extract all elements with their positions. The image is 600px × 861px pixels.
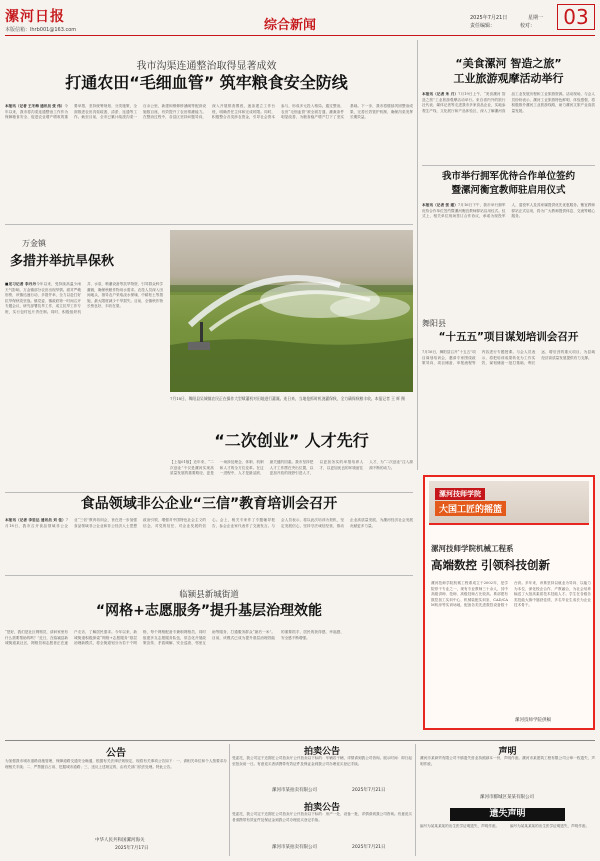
notice-announcement-date: 2025年7月17日 — [115, 846, 149, 851]
feature-footer: 漯河技师学院供稿 — [515, 718, 551, 723]
masthead-rule — [5, 35, 595, 36]
innovation-headline: “二次创业” 人才先行 — [214, 431, 369, 450]
auction-notice-2-sign: 漯河市某拍卖有限公司 — [272, 845, 317, 850]
section-name: 综合新闻 — [264, 18, 317, 33]
food-headline: 食品领域非公企业“三信”教育培训会召开 — [80, 496, 338, 512]
theory-kicker: 舞阳县 — [422, 319, 446, 328]
editor-label: 责任编辑： — [470, 23, 496, 29]
lead-rule — [5, 224, 413, 225]
notice-announcement — [5, 744, 227, 854]
feature-banner-title: 漯河技师学院 — [435, 488, 485, 500]
col-divider — [417, 40, 418, 470]
ads-rule — [5, 740, 595, 741]
theory-body — [422, 350, 595, 450]
right-mid-body — [422, 203, 595, 313]
feature-text: 漯河技师学院机械工程系成立于2002年，是学院骨干专业之一，现有专业教师三十余人，其中高级讲师、技师、高级技师占比较高。系部建有数控加工实训中心、机械装配实训室、CAD/CAM机房等实训场地，配备各类先进数控设备数十台套。多年来，该系坚持以就业为导向、以能力为本位，深化校企合作、产教融合，为社会培养输送了大批高素质技术技能人才。学生在各级各类技能大赛中屡获佳绩，多名毕业生成长为企业技术骨干。 — [431, 581, 591, 608]
statement-sign: 漯河市郾城区某某有限公司 — [480, 795, 534, 800]
masthead — [0, 0, 600, 38]
lead-byline: 本报讯（记者 王冬梅 通讯员 张 伟） — [5, 104, 65, 108]
issue-date: 2025年7月21日 — [470, 15, 508, 21]
right-mid-headline-1: 我市举行拥军优待合作单位签约 — [441, 171, 575, 182]
right-top-headline-2: 工业旅游观摩活动举行 — [453, 72, 564, 85]
grain-text: 今年以来，受持续高温少雨天气影响，万金镇部分农田出现旱情。面对严峻形势，该镇迅速行动，多措并举，全力以赴打好抗旱保秋攻坚战。镇党委、镇政府第一时间召开专题会议，研究部署抗旱工作，成立抗旱工作专班，实行包村包片责任制。同时，积极组织机井、水泵、喷灌设备等抗旱物资，引导群众科学灌溉，确保秋粮作物用水需求。农技人员深入田间地头，指导农户采取浇水保墒、中耕松土等措施，最大限度减少干旱损失。目前，全镇秋作物长势良好，丰收在望。 — [5, 282, 163, 314]
lead-kicker: 我市沟渠连通整治取得显著成效 — [136, 61, 277, 72]
innovation-body — [170, 460, 413, 488]
auction-notice-1-title: 拍卖公告 — [303, 747, 340, 757]
page-number: 03 — [557, 4, 595, 30]
auction-notice-2-body: 受委托，我公司定于近期在公司拍卖厅公开拍卖以下标的：房产一处、设备一批，详情请到我公司咨询。有意竞买者请携带有效证件及保证金到我公司办理竞买登记手续。 — [232, 812, 412, 822]
irrigation-photo — [170, 230, 413, 392]
feature-banner-slogan: 大国工匠的摇篮 — [435, 501, 506, 516]
checker-label: 校对： — [520, 23, 536, 29]
right-mid-byline: 本报讯（记者 张 建） — [422, 203, 458, 207]
auction-notice-2 — [232, 800, 412, 856]
urban-kicker: 临颍县新城街道 — [179, 590, 239, 600]
auction-notice-2-date: 2025年7月21日 — [352, 845, 386, 850]
feature-body — [431, 581, 591, 713]
right-top-rule — [422, 165, 595, 166]
auction-notice-1-body: 受委托，我公司定于近期在公司拍卖厅公开拍卖以下标的：车辆若干辆，详情请到我公司咨询。展示时间：即日起至拍卖前一日。有意竞买者请携带有效证件及保证金到我公司办理竞买登记手续。 — [232, 756, 412, 766]
paper-logo: 漯河日报 — [5, 9, 65, 25]
right-mid-headline-2: 暨漯河衡宜教师驻启用仪式 — [451, 185, 566, 196]
grain-body — [5, 282, 163, 454]
urban-headline: “网格+志愿服务”提升基层治理效能 — [95, 603, 323, 619]
food-rule — [5, 575, 413, 576]
auction-notice-2-title: 拍卖公告 — [303, 803, 340, 813]
notice-announcement-sign: 中华人民共和国漯河海关 — [95, 838, 145, 843]
feature-caption: 漯河技师学院机械工程系 — [431, 544, 514, 553]
notice-announcement-body: 为加强我市城市道路设施管理，保障道路交通安全畅通，根据有关法律法规规定，现将有关事项公告如下：一、请相关单位和个人按要求办理相关手续；二、严禁擅自占用、挖掘城市道路；三、违反上述规定的，由有关部门依法处理。特此公告。 — [5, 759, 227, 769]
auction-notice-1 — [232, 744, 412, 798]
right-top-headline-1: “美食漯河 智造之旅” — [455, 57, 562, 70]
photo-caption: 7月18日，舞阳县吴城镇农民正在操作大型喷灌机对田地进行灌溉。连日来，当地抢抓时机浇灌保秋，全力确保秋粮丰收。本报记者 王 辉 摄 — [170, 396, 405, 401]
feature-box — [423, 475, 595, 730]
theory-headline: “十五五”项目谋划培训会召开 — [438, 331, 579, 343]
lost-notice-title: 遗失声明 — [450, 808, 565, 821]
statement-notice — [420, 744, 595, 806]
notice-announcement-title: 公告 — [106, 748, 126, 759]
food-byline: 本报讯（记者 李思达 通讯员 刘 佳） — [5, 518, 66, 522]
innovation-text: 【上接01版】近年来，“二次创业”不仅是漯河实现高质量发展的重要路径，更是一场涉及理念、体制、机制和人才的全方位变革。在这一进程中，人才是最活跃、最关键的因素。我市坚持把人才工作摆在突出位置，以更加开放的视野引进人才，以更加务实的举措培养人才，以更加优良的环境留住人才，为“二次创业”注入源源不断的动力。 — [170, 460, 413, 476]
issue-weekday: 星期一 — [528, 15, 544, 21]
notice-divider-2 — [415, 744, 416, 856]
feature-banner — [429, 481, 589, 525]
statement-title: 声明 — [498, 747, 517, 757]
grain-byline: ■见习记者 李丹丹 — [5, 282, 37, 286]
grain-headline: 多措并举抗旱保秋 — [10, 254, 115, 269]
food-body — [5, 518, 413, 570]
lead-text: 今年以来，我市将沟渠连通整治工作作为保障粮食安全、促进农业增产增收的重要举措，坚持统筹规划、分类施策，全面推进农田沟渠疏浚、清淤、连通等工作。截至目前，全市已累计疏浚沟渠一百余公里，新建和维修桥涵闸等配套设施数百座，有效提升了农田排灌能力。在整治过程中，各县区坚持问题导向，深入开展排查摸底，逐条建立工作台账，明确责任主体和完成时限。同时，积极整合各类涉农资金，引导社会资本参与，形成多元投入格局。通过整治，农田“毛细血管”被全面打通，灌溉条件明显改善，为粮食稳产增产打下了坚实基础。下一步，我市将继续巩固整治成果，完善长效管护机制，确保沟渠发挥长期效益。 — [5, 104, 413, 120]
lost-notice-body-2: 编号为某某某某的出生医学证明遗失，声明作废。 — [510, 824, 590, 828]
auction-notice-1-sign: 漯河市某拍卖有限公司 — [272, 788, 317, 793]
feature-headline: 高端数控 引领科技创新 — [431, 558, 551, 572]
right-top-text: 7月19日上午，“美食漯河 智造之旅”工业旅游观摩活动举行。来自省内外的旅行社代表、媒体记者等走进我市多家食品企业，实地参观生产线、文化展厅和产品体验区，深入了解漯河食品工业发展历程和工业旅游资源。活动现场，与会人员纷纷表示，漯河工业旅游特色鲜明、体验感强，将积极推介漯河工业旅游线路，助力漯河文旅产业高质量发展。 — [422, 92, 595, 113]
lost-notice-body-1: 编号为某某某某的出生医学证明遗失，声明作废。 — [420, 824, 500, 828]
auction-notice-1-date: 2025年7月21日 — [352, 788, 386, 793]
sprinkler-illustration — [170, 230, 413, 392]
right-top-byline: 本报讯（记者 朱 月） — [422, 92, 459, 96]
paper-email: 本版信箱：lhrb001@163.com — [5, 27, 77, 33]
theory-text: 7月16日，舞阳县召开“十五五”项目谋划培训会，邀请专家围绕政策导向、项目储备、申报流程等内容进行专题授课。与会人员表示，将把培训成果转化为工作实效，谋划储备一批打基础、利长远、增后劲的重大项目，为县域经济高质量发展提供有力支撑。 — [422, 350, 595, 366]
right-mid-text: 7月16日下午，我市举行拥军优待合作单位签约暨漯河衡宜教师驿站启用仪式。仪式上，相关单位现场签订合作协议，承诺为现役军人、退役军人及其家属提供优先优惠服务。衡宜教师驿站正式启用，将为广大教师提供休息、交流等暖心服务。 — [422, 203, 595, 219]
notice-divider-1 — [229, 744, 230, 856]
lead-headline: 打通农田“毛细血管” 筑牢粮食安全防线 — [65, 73, 348, 92]
lead-body — [5, 104, 413, 222]
food-text: 7月18日，我市召开食品领域非公企业“三信”教育培训会，旨在进一步加强食品领域非公企业和非公经济人士思想政治引领，增强对中国特色社会主义的信念、对党的信任、对企业发展的信心。会上，相关专家作了专题辅导报告，参会企业家代表作了交流发言。与会人员表示，将以此次培训为契机，坚定发展信心，坚持守法诚信经营，推动企业高质量发展，为漯河经济社会发展贡献更多力量。 — [5, 518, 413, 528]
grain-kicker: 万金镇 — [22, 239, 46, 248]
right-top-body — [422, 92, 595, 162]
lost-notice — [420, 808, 595, 856]
urban-text: “您好，我们是社区网格员，请问家里有什么需要帮助的吗？”近日，在临颍县新城街道某社区，网格员和志愿者正在逐户走访，了解居民需求。今年以来，新城街道积极探索“网格+志愿服务”基层治理新模式，将全街道划分为若干个网格，每个网格配备专兼职网格员，同时组建多支志愿服务队伍，常态化开展政策宣传、矛盾调解、安全巡查、邻里互助等服务，打通服务群众“最后一米”。目前，该模式已成为提升基层治理效能的重要抓手，居民的获得感、幸福感、安全感不断增强。 — [5, 630, 344, 646]
urban-body — [5, 630, 413, 725]
statement-body: 漯河市某商贸有限公司不慎遗失营业执照副本一份，声明作废。漯河市某建筑工程有限公司公章一枚遗失，声明作废。 — [420, 756, 595, 766]
